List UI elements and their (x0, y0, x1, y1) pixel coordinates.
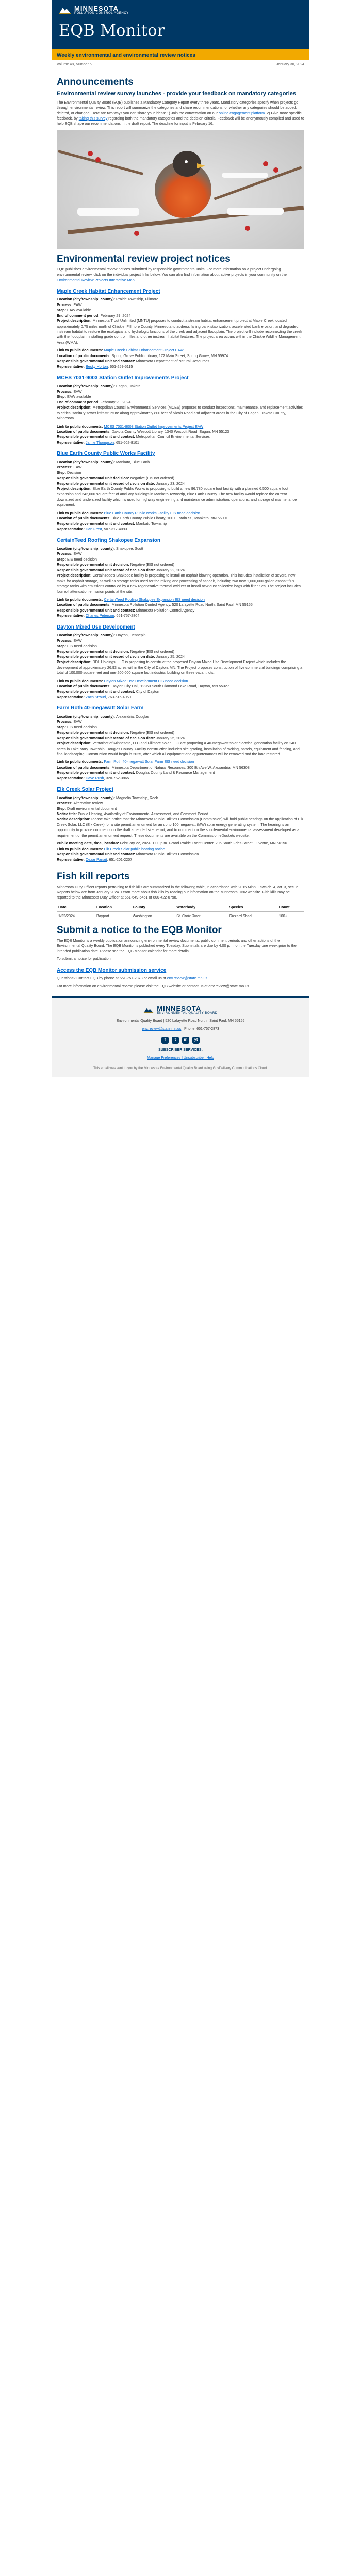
project-doc-link[interactable]: Dayton Mixed Use Development EIS need decision (104, 678, 188, 683)
project-title[interactable]: CertainTeed Roofing Shakopee Expansion (57, 537, 160, 544)
brand-sub: POLLUTION CONTROL AGENCY (74, 12, 129, 15)
survey-link[interactable]: taking this survey (78, 115, 108, 121)
berry (245, 226, 250, 231)
col-species: Species (227, 903, 277, 911)
rep-link[interactable]: Becky Horton (85, 364, 108, 369)
rep-link[interactable]: Zach Stroud (85, 694, 106, 699)
announcements-heading: Announcements (57, 77, 134, 88)
project-notice: Maple Creek Habitat Enhancement Project Location (city/township; county): Prairie Township, Fillmore Process: EAW Step: EAW available End of comment period: February 29, 2024 Project description: Minnesota Trout Unlimited (MNTU) proposes to conduct a stream habitat enhancement project at Maple Creek located approximately 0.75 miles north of Chickie, Fillmore County, Minnesota to address failing bank stabilization, accelerated bank erosion, and degraded instream habitat to restore the ecological and hydrologic functions of the creek and adjacent floodplain. The project will include reconnecting the creek with the floodplain, installing grade control riffles and other instream habitat features. The project area occurs within the Chickie Wildlife Management Area (WMA). Link to public documents: Maple Creek Habitat Enhancement Project EAW Location of public documents: Spring Grove Public Library, 172 Main Street, Spring Grove, MN 55974 Responsible governmental unit and contact: Minnesota Department of Natural Resources Representative: Becky Horton, 651-259-5115 (57, 288, 304, 369)
project-title[interactable]: Elk Creek Solar Project (57, 787, 114, 793)
submit-body: The EQB Monitor is a weekly publication announcing environmental review documents, public comment periods and other actions of the Environmental Quality Board. The EQB Monitor is published every Tuesday. Submittals are due by 4:00 p.m. on the Tuesday one week prior to the intended publication date. Please see the EQB Monitor calendar for more details. (57, 938, 297, 954)
berry (273, 167, 278, 173)
newsletter (52, 0, 309, 1077)
project-notice: Dayton Mixed Use Development Location (city/township; county): Dayton, Hennepin Process: EAW Step: EIS need decision Responsible governmental unit decision: Negative (EIS not ordered) Responsible governmental unit record of decision date: January 25, 2024 Project description: DDL Holdings, LLC is proposing to construct the proposed Dayton Mixed Use Development Project which includes the development of approximately 26.93 acres within the City of Dayton, MN. The Project proposes construction of five commercial buildings comprising a total of 100,000 square feet and one 200,000 square foot industrial building on three vacant lots. Link to public documents: Dayton Mixed Use Development EIS need decision Location of public documents: Dayton City Hall, 12260 South Diamond Lake Road, Dayton, MN 55327 Responsible governmental unit and contact: City of Dayton Representative: Zach Stroud, 763-515-4050 (57, 624, 304, 700)
project-title[interactable]: Blue Earth County Public Works Facility (57, 451, 155, 457)
project-doc-link[interactable]: MCES 7031-9003 Station Outlet Improvements Project EAW (104, 423, 204, 429)
project-notice: Farm Roth 40-megawatt Solar Farm Location (city/township; county): Alexandria, Douglas Process: EAW Step: EIS need decision Responsible governmental unit decision: Negative (EIS not ordered) Responsible governmental unit record of decision date: January 25, 2024 Project description: Ventarbet of Minnesota, LLC and Fillmore Solar, LLC are proposing a 40-megawatt solar electrical generation facility on 240 acres in Lake Mary Township, Douglas County. Facility construction includes site grading, installation of racking, panels, equipment and fencing, and final landscaping. Construction would begin in 2025, after which all equipment and appurtenances will be removed and the land restored. Link to public documents: Farm Roth 40-megawatt Solar Farm EIS need decision Location of public documents: Minnesota Department of Natural Resources, 300 8th Ave W, Alexandria, MN 56308 Responsible governmental unit and contact: Douglas County Land & Resource Management Representative: Dave Rush, 320-762-3865 (57, 705, 304, 781)
berry (88, 151, 93, 156)
footer-logo: MINNESOTA ENVIRONMENTAL QUALITY BOARD (57, 1005, 304, 1015)
manage-preferences-link[interactable]: Manage Preferences | Unsubscribe | Help (147, 1056, 214, 1060)
fish-kill-table (57, 903, 304, 920)
col-count: Count (277, 903, 304, 911)
table-row: 1/22/2024 Bayport Washington St. Croix River Gizzard Shad 100+ (58, 913, 287, 919)
project-title[interactable]: Dayton Mixed Use Development (57, 624, 135, 630)
issue-meta (52, 60, 309, 70)
social-links (57, 1037, 304, 1044)
submit-how: To submit a notice for publication: (57, 956, 112, 961)
engagement-platform-link[interactable]: online engagement platform (219, 110, 265, 115)
tagline: Weekly environmental and environmental review notices (52, 49, 309, 60)
rep-link[interactable]: Charles Peterson (85, 613, 114, 618)
footer: MINNESOTA ENVIRONMENTAL QUALITY BOARD Environmental Quality Board | 520 Lafayette Road North | Saint Paul, MN 55155 env.review@state.mn.us | Phone: 651-757-2873 f t in yt SUBSCRIBER SERVICES: Manage Preferences | Unsubscribe | Help This email was sent to you by the Minnesota Environmental Quality Board using GovDelivery Communications Cloud. (52, 996, 309, 1077)
cardinal-beak (197, 163, 205, 168)
col-location: Location (95, 903, 131, 911)
govdelivery-notice: This email was sent to you by the Minnesota Environmental Quality Board using GovDelivery Communications Cloud. (93, 1066, 268, 1070)
footer-email-link[interactable]: env.review@state.mn.us (142, 1027, 182, 1031)
snow (227, 208, 284, 215)
project-title[interactable]: Farm Roth 40-megawatt Solar Farm (57, 705, 144, 711)
submit-more-info: For more information on environmental review, please visit the EQB website or contact us at env.review@state.mn.us. (57, 984, 250, 989)
issue-date: January 30, 2024 (276, 63, 304, 66)
snow (222, 173, 268, 178)
project-notice: Blue Earth County Public Works Facility Location (city/township; county): Mankato, Blue Earth Process: EAW Step: Decision Responsible governmental unit decision: Negative (EIS not ordered) Responsible governmental unit record of decision date: January 23, 2024 Project description: Blue Earth County Public Works is proposing to build a new 96,780 square foot facility with a planned 6,500 square foot expansion and 242,000 square feet of ancillary buildings in Mankato Township, Blue Earth County. The new facility would replace the current downsized and undersized facility which is used for highway engineering and maintenance administration, operations, and storage of maintenance equipment. Link to public documents: Blue Earth County Public Works Facility EIS need decision Location of public documents: Blue Earth County Public Library, 100 E. Main St., Mankato, MN 56001 Responsible governmental unit and contact: Mankato Township Representative: Dan Frost, 507-317-4093 (57, 450, 304, 532)
linkedin-icon[interactable]: in (182, 1037, 189, 1044)
col-date: Date (57, 903, 95, 911)
project-doc-link[interactable]: Blue Earth County Public Works Facility EIS need decision (104, 510, 200, 515)
berry (263, 161, 268, 166)
email-link[interactable]: env.review@state.mn.us (167, 976, 208, 981)
announcement-title: Environmental review survey launches - provide your feedback on mandatory categories (57, 91, 296, 97)
col-county: County (131, 903, 175, 911)
rep-link[interactable]: Jamie Thompson (85, 439, 114, 445)
announcement-body: The Environmental Quality Board (EQB) publishes a Mandatory Category Report every three years. Mandatory categories specify when projects go through environmental review. This report will summarize the categories and share recommendations for whether any categories should be added, deleted, or changed. Here are two ways you can share your ideas: 1) Join the conversation on our online engagement platform. 2) Give more specific feedback, by taking this survey regarding both the mandatory categories and the decision criteria. Feedback will be anonymously compiled and used to help EQB shape our recommendations in the draft report. The deadline for input is February 16. (57, 100, 304, 126)
projects-heading: Environmental review project notices (57, 253, 231, 265)
submit-heading: Submit a notice to the EQB Monitor (57, 924, 222, 936)
footer-address: Environmental Quality Board | 520 Lafayette Road North | Saint Paul, MN 55155 (116, 1019, 245, 1023)
minnesota-logo-icon (59, 6, 71, 14)
brand-name: MINNESOTA (74, 5, 119, 12)
project-notice: Elk Creek Solar Project Location (city/township; county): Magnolia Township, Rock Process: Alternative review Step: Draft environmental document Notice title: Public Hearing, Availability of Environmental Assessment, and Comment Period Notice description: Please take notice that the Minnesota Public Utilities Commission (Commission) will hold public hearings on the application of Elk Creek Solar, LLC (Elk Creek) for a site permit amendment for an up to 100 megawatt (MW) solar energy generating system. The hearing is an opportunity to provide comments on the draft amended site permit, and to comment on the supplemental environmental assessment developed as a requirement of the permit amendment request. These documents are available on the Commission eDockets website. Public meeting date, time, location: February 22, 2024, 1:00 p.m. Grand Prairie Event Center, 205 South Fries Street, Luverne, MN 56156 Link to public documents: Elk Creek Solar public hearing notice Responsible governmental unit and contact: Minnesota Public Utilities Commission Representative: Cezar Panait, 651-201-2207 (57, 786, 304, 862)
rep-link[interactable]: Cezar Panait (85, 857, 107, 862)
berry (134, 231, 139, 236)
minnesota-logo-icon (143, 1007, 154, 1014)
cardinal-photo (57, 130, 304, 249)
project-title[interactable]: MCES 7031-9003 Station Outlet Improvements Project (57, 375, 189, 381)
rep-link[interactable]: Dan Frost (85, 527, 102, 532)
youtube-icon[interactable]: yt (192, 1037, 200, 1044)
page-title: EQB Monitor (59, 22, 165, 40)
branch (214, 166, 302, 200)
projects-intro: EQB publishes environmental review notices submitted by responsible governmental units. For more information on a project undergoing environmental review, click on the individual project links below. You can also find information about active projects in your community on the Environmental Review Projects Interactive Map. (57, 267, 287, 282)
project-doc-link[interactable]: CertainTeed Roofing Shakopee Expansion EIS need decision (104, 597, 205, 602)
content (52, 70, 309, 989)
projects-map-link[interactable]: Environmental Review Projects Interactive Map (57, 277, 135, 282)
brand (59, 5, 302, 15)
rep-link[interactable]: Dave Rush (85, 775, 104, 781)
header (52, 0, 309, 49)
project-title[interactable]: Maple Creek Habitat Enhancement Project (57, 288, 160, 294)
branch (58, 150, 143, 175)
submission-service-link[interactable]: Access the EQB Monitor submission service (57, 967, 167, 973)
volume: Volume 48, Number 5 (57, 63, 92, 66)
col-waterbody: Waterbody (175, 903, 227, 911)
twitter-icon[interactable]: t (172, 1037, 179, 1044)
project-doc-link[interactable]: Farm Roth 40-megawatt Solar Farm EIS need decision (104, 759, 194, 765)
snow (77, 208, 139, 216)
fish-kill-heading: Fish kill reports (57, 871, 130, 882)
subscriber-services-heading: SUBSCRIBER SERVICES: (158, 1048, 203, 1052)
project-notice: MCES 7031-9003 Station Outlet Improvements Project Location (city/township; county): Eagan, Dakota Process: EAW Step: EAW available End of comment period: February 29, 2024 Project description: Metropolitan Council Environmental Services (MCES) proposes to conduct inspections, maintenance, and replacement activities to critical sanitary sewer infrastructure along approximately 800 feet of Nicols Road and adjacent areas in the City of Eagan, Dakota County, Minnesota. Link to public documents: MCES 7031-9003 Station Outlet Improvements Project EAW Location of public documents: Dakota County Wescott Library, 1340 Wescott Road, Eagan, MN 55123 Responsible governmental unit and contact: Metropolitan Council Environmental Services Representative: Jamie Thompson, 651-602-8101 (57, 375, 304, 445)
table-header-row (57, 903, 304, 911)
project-doc-link[interactable]: Maple Creek Habitat Enhancement Project EAW (104, 348, 184, 353)
fish-kill-intro: Minnesota Duty Officer reports pertaining to fish kills are summarized in the following table, in accordance with 2015 Minn. Laws ch. 4, art. 3, sec. 2. Reports below are from January 2024. Learn more about fish kills by reading our information on the Minnesota DNR website. Fish kills may be reported to the Minnesota Duty Officer at 651-649-5451 or 800-422-0798. (57, 884, 299, 900)
subscriber-links (57, 1056, 304, 1061)
submit-questions: Questions? Contact EQB by phone at 651-757-2873 or email us at env.review@state.mn.us. (57, 976, 209, 981)
project-notice: CertainTeed Roofing Shakopee Expansion Location (city/township; county): Shakopee, Scott Process: EAW Step: EIS need decision Responsible governmental unit decision: Negative (EIS not ordered) Responsible governmental unit record of decision date: January 22, 2024 Project description: CertainTeed's Shakopee facility is proposing to install an asphalt blowing operation. This includes installation of several new tanks for asphalt storage, as well as storage tanks used for the mixing and processing of asphalt, including two new 1,000,000-gallon asphalt flux storage tanks with emissions controlled by a new regenerative thermal oxidizer or install new dust collection bags with filter tiles. The project includes four roll attenuation emission points at the site. Link to public documents: CertainTeed Roofing Shakopee Expansion EIS need decision Location of public documents: Minnesota Pollution Control Agency, 520 Lafayette Road North, Saint Paul, MN 55155 Responsible governmental unit and contact: Minnesota Pollution Control Agency Representative: Charles Peterson, 651-757-2804 (57, 537, 304, 619)
project-doc-link[interactable]: Elk Creek Solar public hearing notice (104, 846, 165, 851)
facebook-icon[interactable]: f (161, 1037, 169, 1044)
